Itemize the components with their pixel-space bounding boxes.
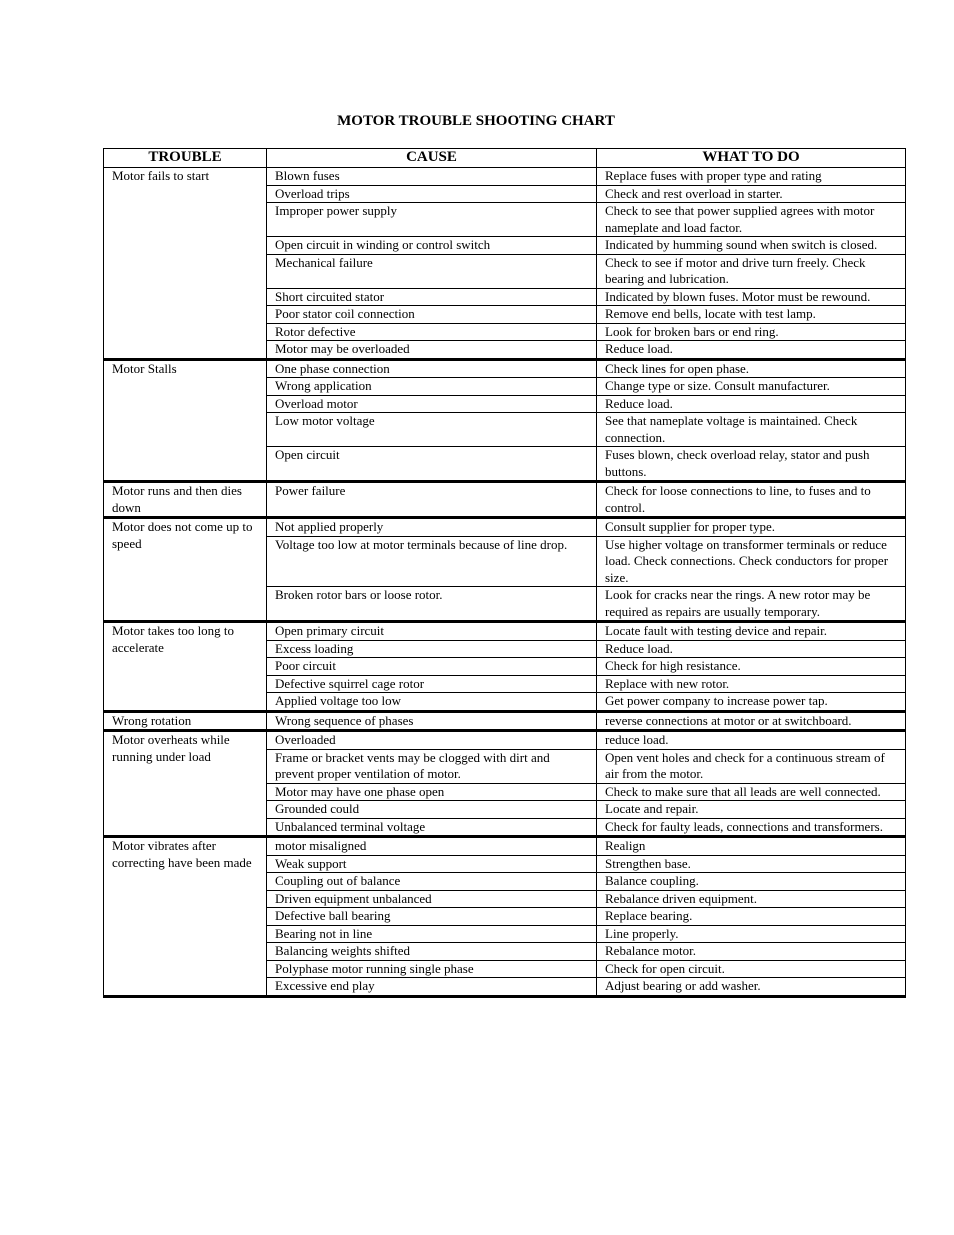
what-to-do-cell: Locate and repair. xyxy=(597,801,906,819)
what-to-do-cell: Check lines for open phase. xyxy=(597,359,906,378)
what-to-do-cell: Strengthen base. xyxy=(597,855,906,873)
table-row xyxy=(104,837,906,856)
what-to-do-cell: Replace fuses with proper type and rating xyxy=(597,168,906,186)
trouble-cell: Motor vibrates after correcting have been made xyxy=(104,837,267,997)
what-to-do-cell: Get power company to increase power tap. xyxy=(597,693,906,712)
cause-cell: Voltage too low at motor terminals because of line drop. xyxy=(267,536,597,587)
cause-cell: Coupling out of balance xyxy=(267,873,597,891)
cause-cell: Unbalanced terminal voltage xyxy=(267,818,597,837)
what-to-do-cell: Line properly. xyxy=(597,925,906,943)
cause-cell: Improper power supply xyxy=(267,203,597,237)
table-row xyxy=(104,518,906,537)
what-to-do-cell: Indicated by humming sound when switch is closed. xyxy=(597,237,906,255)
trouble-cell: Motor fails to start xyxy=(104,168,267,360)
table-row xyxy=(104,359,906,378)
what-to-do-cell: reduce load. xyxy=(597,731,906,750)
cause-cell: motor misaligned xyxy=(267,837,597,856)
cause-cell: Defective squirrel cage rotor xyxy=(267,675,597,693)
trouble-cell: Motor Stalls xyxy=(104,359,267,482)
cause-cell: Overload trips xyxy=(267,185,597,203)
cause-cell: Not applied properly xyxy=(267,518,597,537)
cause-cell: Driven equipment unbalanced xyxy=(267,890,597,908)
what-to-do-cell: Check and rest overload in starter. xyxy=(597,185,906,203)
what-to-do-cell: Look for cracks near the rings. A new rotor may be required as repairs are usually temporary. xyxy=(597,587,906,622)
table-row xyxy=(104,482,906,518)
table-header xyxy=(104,149,906,168)
document-title-text: MOTOR TROUBLE SHOOTING CHART xyxy=(337,113,615,129)
header-trouble: TROUBLE xyxy=(104,149,267,168)
what-to-do-cell: Reduce load. xyxy=(597,640,906,658)
cause-cell: Wrong sequence of phases xyxy=(267,711,597,731)
cause-cell: Bearing not in line xyxy=(267,925,597,943)
cause-cell: Weak support xyxy=(267,855,597,873)
cause-cell: Excess loading xyxy=(267,640,597,658)
what-to-do-cell: Remove end bells, locate with test lamp. xyxy=(597,306,906,324)
cause-cell: Mechanical failure xyxy=(267,254,597,288)
table-row xyxy=(104,622,906,641)
what-to-do-cell: Check to make sure that all leads are well connected. xyxy=(597,783,906,801)
cause-cell: Motor may have one phase open xyxy=(267,783,597,801)
what-to-do-cell: Replace with new rotor. xyxy=(597,675,906,693)
what-to-do-cell: Realign xyxy=(597,837,906,856)
cause-cell: Open circuit in winding or control switch xyxy=(267,237,597,255)
cause-cell: Motor may be overloaded xyxy=(267,341,597,360)
header-cause: CAUSE xyxy=(267,149,597,168)
what-to-do-cell: Check for high resistance. xyxy=(597,658,906,676)
table-row xyxy=(104,731,906,750)
what-to-do-cell: Open vent holes and check for a continuous stream of air from the motor. xyxy=(597,749,906,783)
what-to-do-cell: See that nameplate voltage is maintained. Check connection. xyxy=(597,413,906,447)
trouble-cell: Wrong rotation xyxy=(104,711,267,731)
cause-cell: Low motor voltage xyxy=(267,413,597,447)
what-to-do-cell: Replace bearing. xyxy=(597,908,906,926)
what-to-do-cell: Balance coupling. xyxy=(597,873,906,891)
what-to-do-cell: Check for loose connections to line, to fuses and to control. xyxy=(597,482,906,518)
cause-cell: Balancing weights shifted xyxy=(267,943,597,961)
trouble-shooting-table xyxy=(103,148,906,998)
what-to-do-cell: Indicated by blown fuses. Motor must be rewound. xyxy=(597,288,906,306)
what-to-do-cell: Reduce load. xyxy=(597,395,906,413)
trouble-cell: Motor does not come up to speed xyxy=(104,518,267,622)
cause-cell: Open primary circuit xyxy=(267,622,597,641)
cause-cell: Overload motor xyxy=(267,395,597,413)
trouble-cell: Motor runs and then dies down xyxy=(104,482,267,518)
trouble-cell: Motor overheats while running under load xyxy=(104,731,267,837)
cause-cell: Broken rotor bars or loose rotor. xyxy=(267,587,597,622)
cause-cell: Applied voltage too low xyxy=(267,693,597,712)
cause-cell: Rotor defective xyxy=(267,323,597,341)
trouble-cell: Motor takes too long to accelerate xyxy=(104,622,267,712)
cause-cell: Open circuit xyxy=(267,447,597,482)
cause-cell: Poor circuit xyxy=(267,658,597,676)
document-title xyxy=(0,112,954,130)
cause-cell: Frame or bracket vents may be clogged with dirt and prevent proper ventilation of motor. xyxy=(267,749,597,783)
cause-cell: Polyphase motor running single phase xyxy=(267,960,597,978)
cause-cell: Overloaded xyxy=(267,731,597,750)
cause-cell: Blown fuses xyxy=(267,168,597,186)
what-to-do-cell: Rebalance motor. xyxy=(597,943,906,961)
table-row xyxy=(104,711,906,731)
cause-cell: Short circuited stator xyxy=(267,288,597,306)
what-to-do-cell: Locate fault with testing device and repair. xyxy=(597,622,906,641)
cause-cell: Excessive end play xyxy=(267,978,597,997)
what-to-do-cell: Fuses blown, check overload relay, stator and push buttons. xyxy=(597,447,906,482)
header-what-to-do: WHAT TO DO xyxy=(597,149,906,168)
cause-cell: Wrong application xyxy=(267,378,597,396)
cause-cell: Defective ball bearing xyxy=(267,908,597,926)
what-to-do-cell: Adjust bearing or add washer. xyxy=(597,978,906,997)
what-to-do-cell: Reduce load. xyxy=(597,341,906,360)
what-to-do-cell: Rebalance driven equipment. xyxy=(597,890,906,908)
cause-cell: Grounded could xyxy=(267,801,597,819)
table-body xyxy=(104,168,906,997)
what-to-do-cell: Change type or size. Consult manufacturer. xyxy=(597,378,906,396)
what-to-do-cell: reverse connections at motor or at switchboard. xyxy=(597,711,906,731)
cause-cell: Power failure xyxy=(267,482,597,518)
what-to-do-cell: Consult supplier for proper type. xyxy=(597,518,906,537)
table-row xyxy=(104,168,906,186)
what-to-do-cell: Check for open circuit. xyxy=(597,960,906,978)
what-to-do-cell: Use higher voltage on transformer terminals or reduce load. Check connections. Check conductors for proper size. xyxy=(597,536,906,587)
what-to-do-cell: Look for broken bars or end ring. xyxy=(597,323,906,341)
what-to-do-cell: Check to see if motor and drive turn freely. Check bearing and lubrication. xyxy=(597,254,906,288)
cause-cell: One phase connection xyxy=(267,359,597,378)
what-to-do-cell: Check to see that power supplied agrees with motor nameplate and load factor. xyxy=(597,203,906,237)
header-row xyxy=(104,149,906,168)
what-to-do-cell: Check for faulty leads, connections and transformers. xyxy=(597,818,906,837)
cause-cell: Poor stator coil connection xyxy=(267,306,597,324)
